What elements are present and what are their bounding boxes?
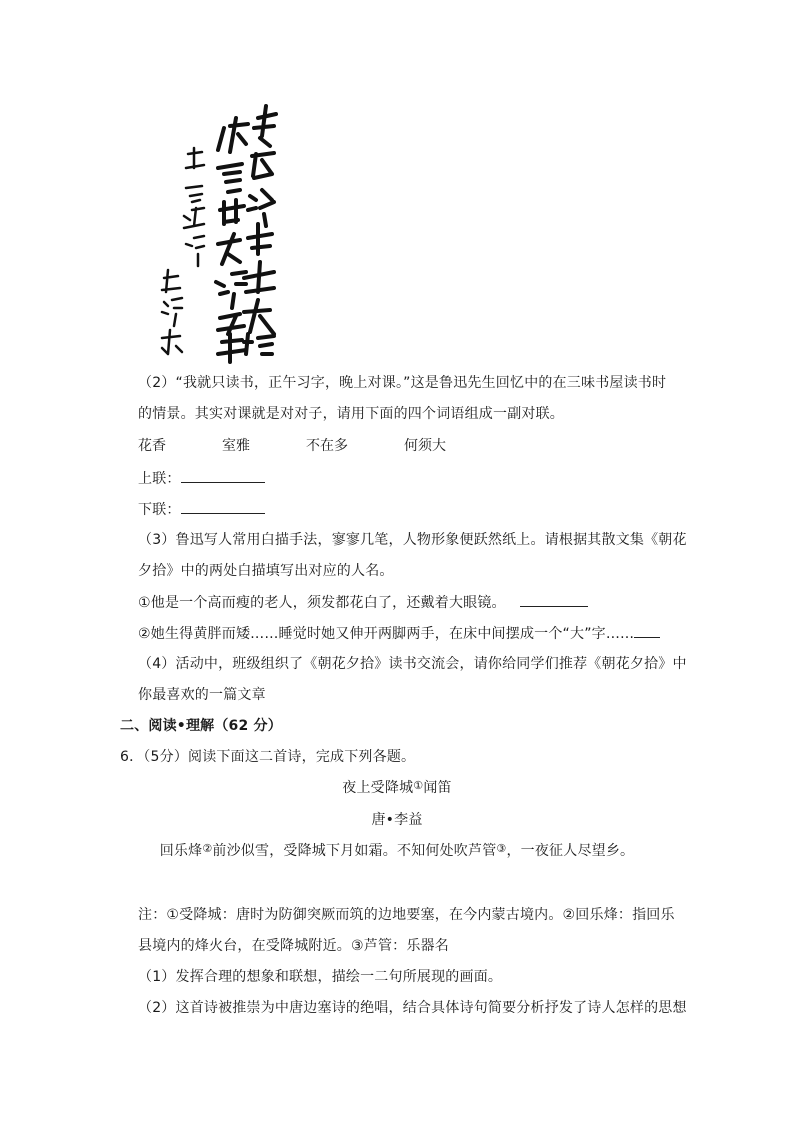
q2-option-4: 何须大: [404, 438, 446, 454]
q3-line-2: 夕拾》中的两处白描填写出对应的人名。: [138, 563, 394, 579]
q3-item-2-blank[interactable]: [634, 623, 660, 638]
poem-author: 唐•李益: [371, 812, 423, 828]
q2-line-2: 的情景。其实对课就是对对子，请用下面的四个词语组成一副对联。: [138, 406, 564, 422]
note-line-2: 县境内的烽火台，在受降城附近。③芦管：乐器名: [138, 938, 449, 954]
poem-title-note-mark: ①: [413, 779, 424, 792]
q3-item-1-blank[interactable]: [520, 592, 588, 607]
q3-line-1: （3）鲁迅写人常用白描手法，寥寥几笔，人物形象便跃然纸上。请根据其散文集《朝花: [138, 532, 687, 548]
lower-couplet-label: 下联：: [138, 502, 181, 518]
verse-note-mark-2: ②: [202, 842, 213, 855]
q2-option-3: 不在多: [306, 438, 348, 454]
q3-item-2: ②她生得黄胖而矮……睡觉时她又伸开两脚两手，在床中间摆成一个“大”字……: [138, 626, 635, 642]
calligraphy-strokes: [140, 98, 286, 364]
lower-couplet-blank[interactable]: [181, 499, 265, 514]
verse-part-a: 回乐烽: [159, 843, 203, 859]
verse-part-c: ，一夜征人尽望乡。: [506, 843, 635, 859]
poem-title-end: 闻笛: [423, 780, 452, 796]
q4-line-1: （4）活动中，班级组织了《朝花夕拾》读书交流会，请你给同学们推荐《朝花夕拾》中: [138, 656, 687, 672]
upper-couplet-blank[interactable]: [181, 468, 265, 483]
q6-sub-1: （1）发挥合理的想象和联想，描绘一二句所展现的画面。: [138, 969, 503, 985]
q3-item-2-row: [138, 623, 660, 644]
q2-option-2: 室雅: [222, 438, 250, 454]
q4-line-2: 你最喜欢的一篇文章: [138, 687, 266, 703]
q2-line-1: （2）“我就只读书，正午习字，晚上对课。”这是鲁迅先生回忆中的在三味书屋读书时: [138, 375, 667, 391]
verse-note-mark-3: ③: [496, 842, 507, 855]
verse-part-b: 前沙似雪，受降城下月如霜。不知何处吹芦管: [212, 843, 497, 859]
q6-sub-2: （2）这首诗被推崇为中唐边塞诗的绝唱，结合具体诗句简要分析抒发了诗人怎样的思想: [138, 1000, 687, 1016]
q3-item-1-row: [138, 592, 588, 613]
q3-item-1: ①他是一个高而瘦的老人，须发都花白了，还戴着大眼镜。: [138, 595, 506, 611]
section-2-heading: 二、阅读•理解（62 分）: [120, 718, 282, 734]
q2-option-1: 花香: [138, 438, 166, 454]
upper-couplet-label: 上联：: [138, 471, 181, 487]
calligraphy-image: [140, 98, 286, 364]
poem-title-main: 夜上受降城: [342, 780, 414, 796]
q6-stem: 6．（5分）阅读下面这二首诗，完成下列各题。: [120, 749, 416, 765]
note-line-1: 注：①受降城：唐时为防御突厥而筑的边地要塞，在今内蒙古境内。②回乐烽：指回乐: [138, 907, 675, 923]
poem-title: [0, 778, 794, 798]
upper-couplet-row: [138, 468, 265, 489]
poem-verse: [0, 841, 794, 861]
lower-couplet-row: [138, 499, 265, 520]
